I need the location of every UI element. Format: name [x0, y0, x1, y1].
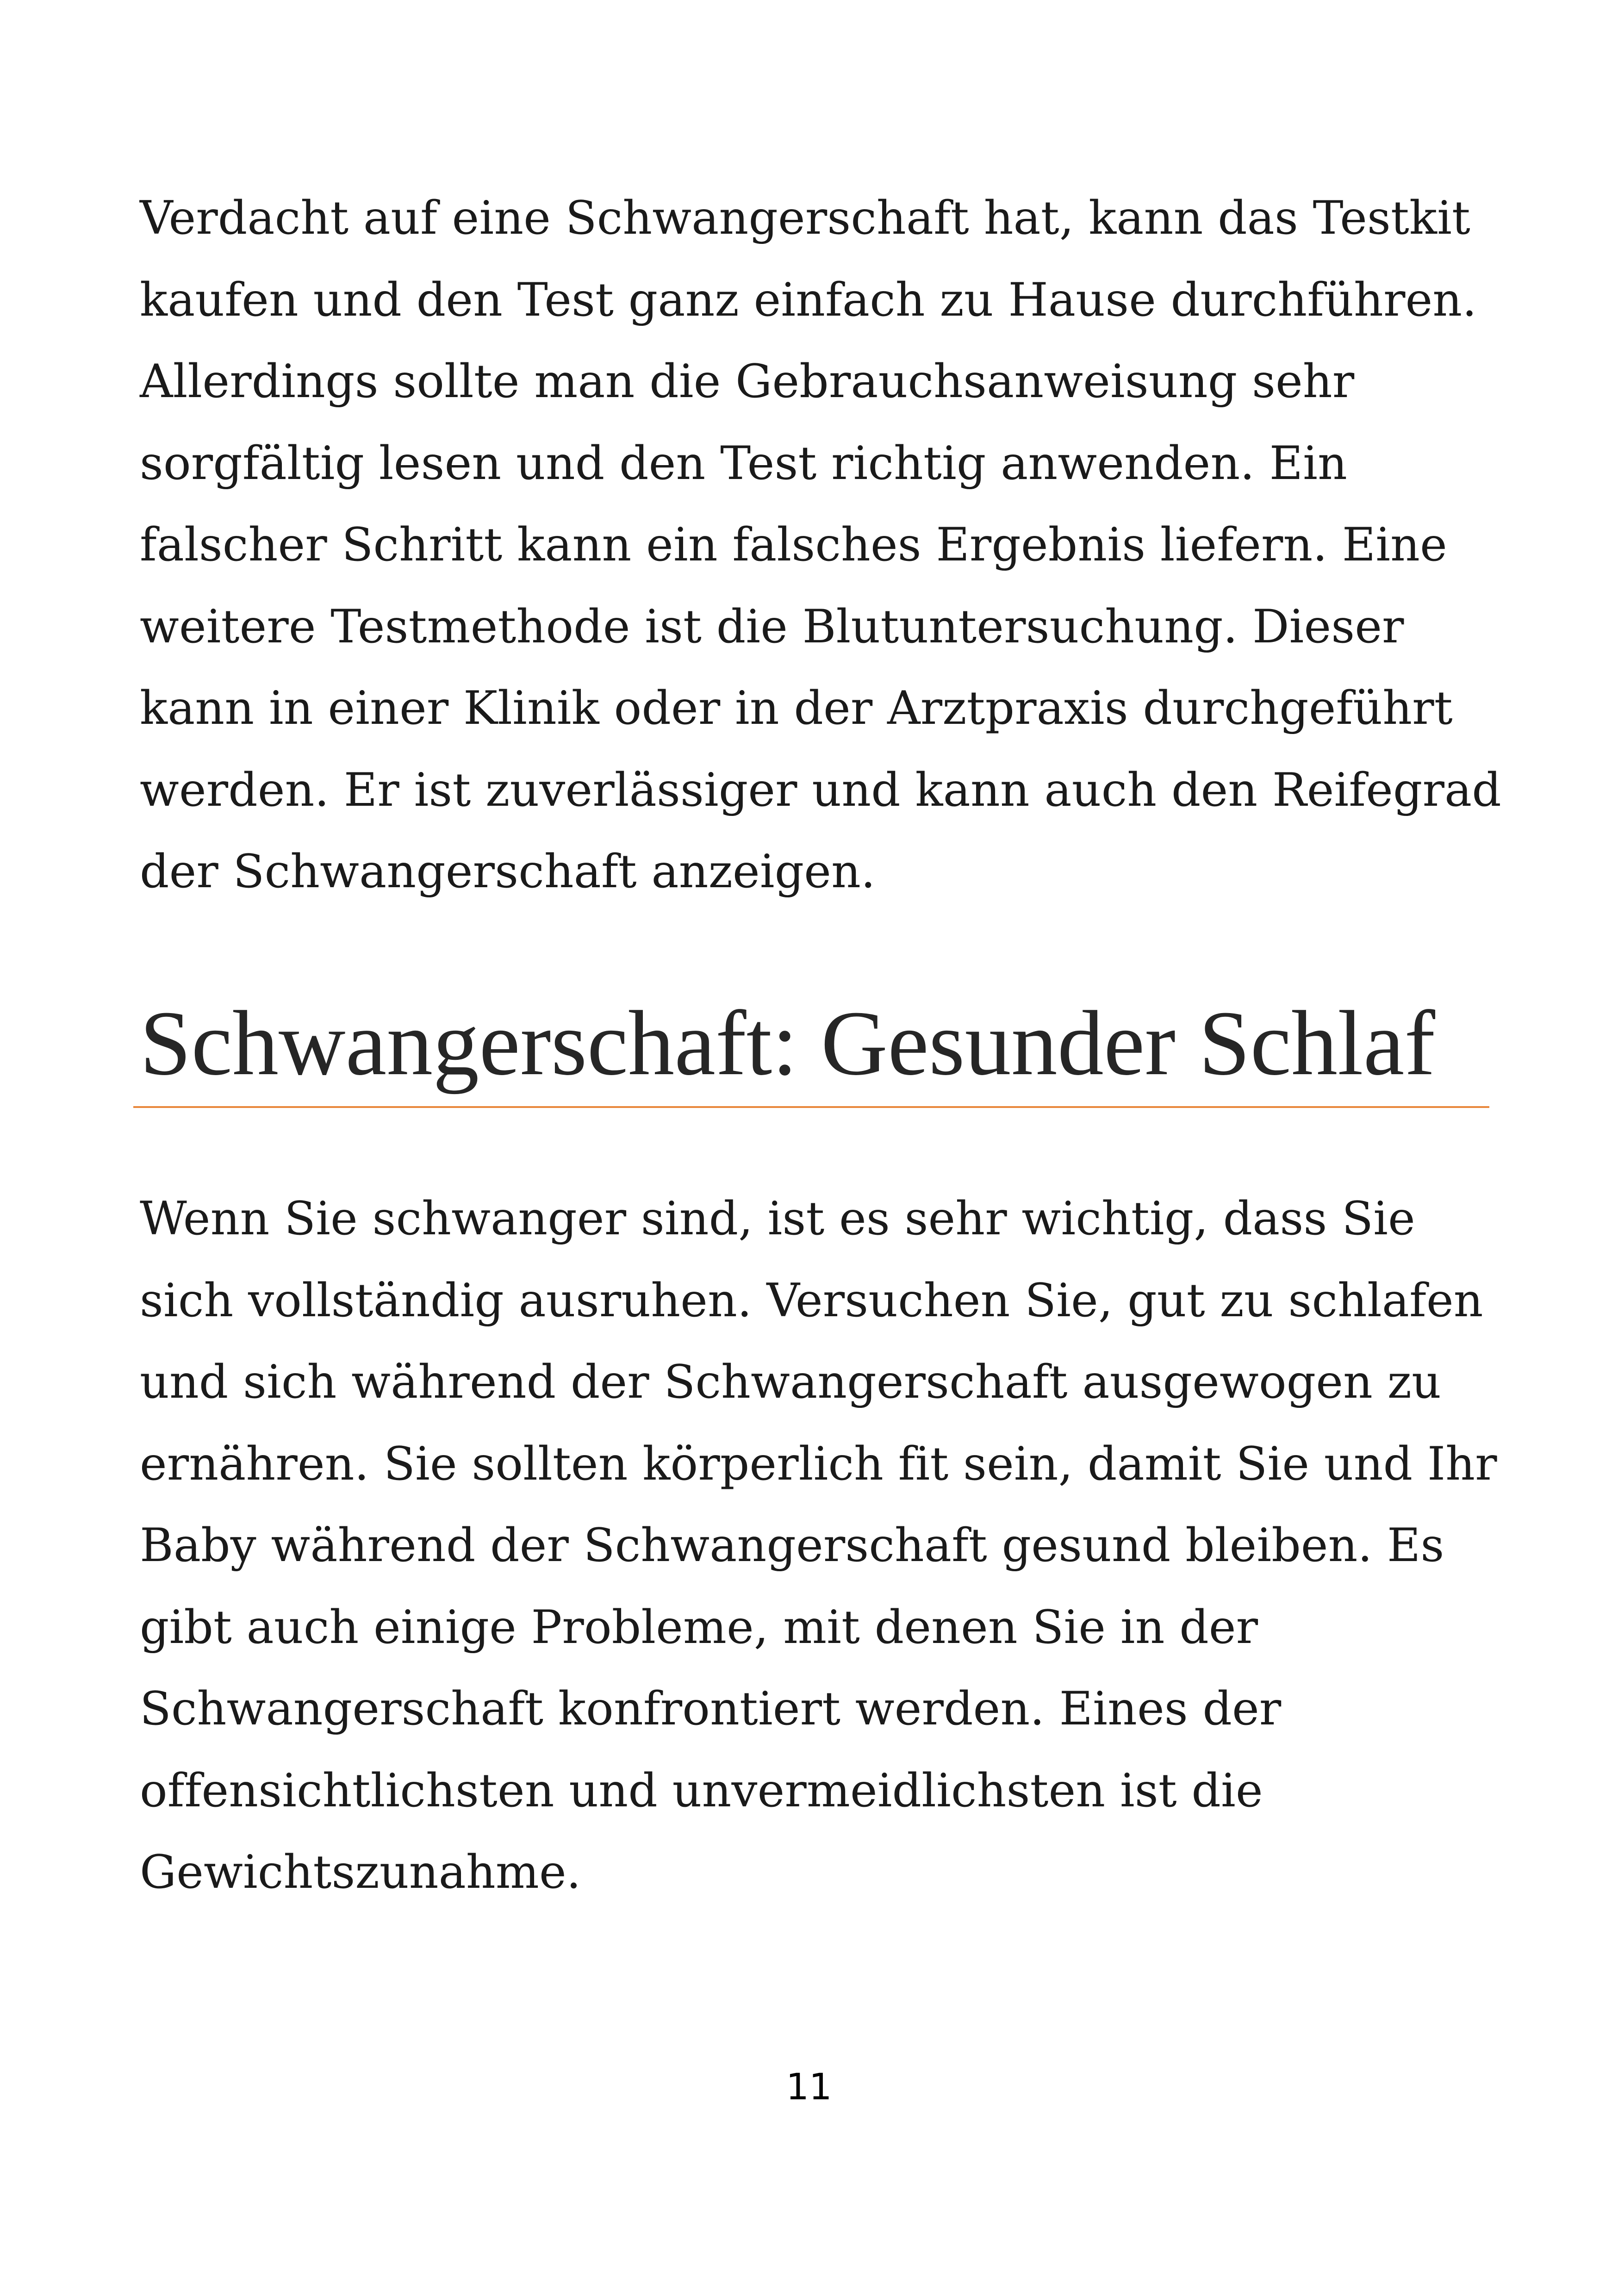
section-heading: Schwangerschaft: Gesunder Schlaf	[140, 992, 1436, 1095]
text-line: sich vollständig ausruhen. Versuchen Sie, gut zu schlafen	[140, 1274, 1483, 1327]
text-line: Baby während der Schwangerschaft gesund bleiben. Es	[140, 1519, 1444, 1572]
body-paragraph-2	[140, 1178, 1505, 1914]
text-line: Wenn Sie schwanger sind, ist es sehr wichtig, dass Sie	[140, 1192, 1415, 1245]
text-line: offensichtlichsten und unvermeidlichsten ist die	[140, 1764, 1263, 1817]
text-line: Verdacht auf eine Schwangerschaft hat, kann das Testkit	[140, 192, 1471, 245]
text-line: Schwangerschaft konfrontiert werden. Eines der	[140, 1682, 1282, 1736]
text-line: weitere Testmethode ist die Blutuntersuchung. Dieser	[140, 600, 1404, 653]
text-line: gibt auch einige Probleme, mit denen Sie in der	[140, 1600, 1258, 1654]
body-paragraph-1	[140, 178, 1505, 913]
text-line: ernähren. Sie sollten körperlich fit sein, damit Sie und Ihr	[140, 1437, 1497, 1491]
heading-underline	[133, 1106, 1489, 1108]
text-line: Gewichtszunahme.	[140, 1846, 581, 1899]
text-line: der Schwangerschaft anzeigen.	[140, 845, 876, 898]
text-line: und sich während der Schwangerschaft ausgewogen zu	[140, 1356, 1442, 1409]
text-line: werden. Er ist zuverlässiger und kann auch den Reifegrad	[140, 763, 1501, 817]
text-line: sorgfältig lesen und den Test richtig anwenden. Ein	[140, 436, 1348, 490]
text-line: kann in einer Klinik oder in der Arztpraxis durchgeführt	[140, 682, 1453, 735]
text-line: kaufen und den Test ganz einfach zu Hause durchführen.	[140, 273, 1477, 327]
text-line: falscher Schritt kann ein falsches Ergebnis liefern. Eine	[140, 518, 1447, 572]
page-number: 11	[786, 2066, 832, 2108]
text-line: Allerdings sollte man die Gebrauchsanweisung sehr	[140, 355, 1355, 408]
